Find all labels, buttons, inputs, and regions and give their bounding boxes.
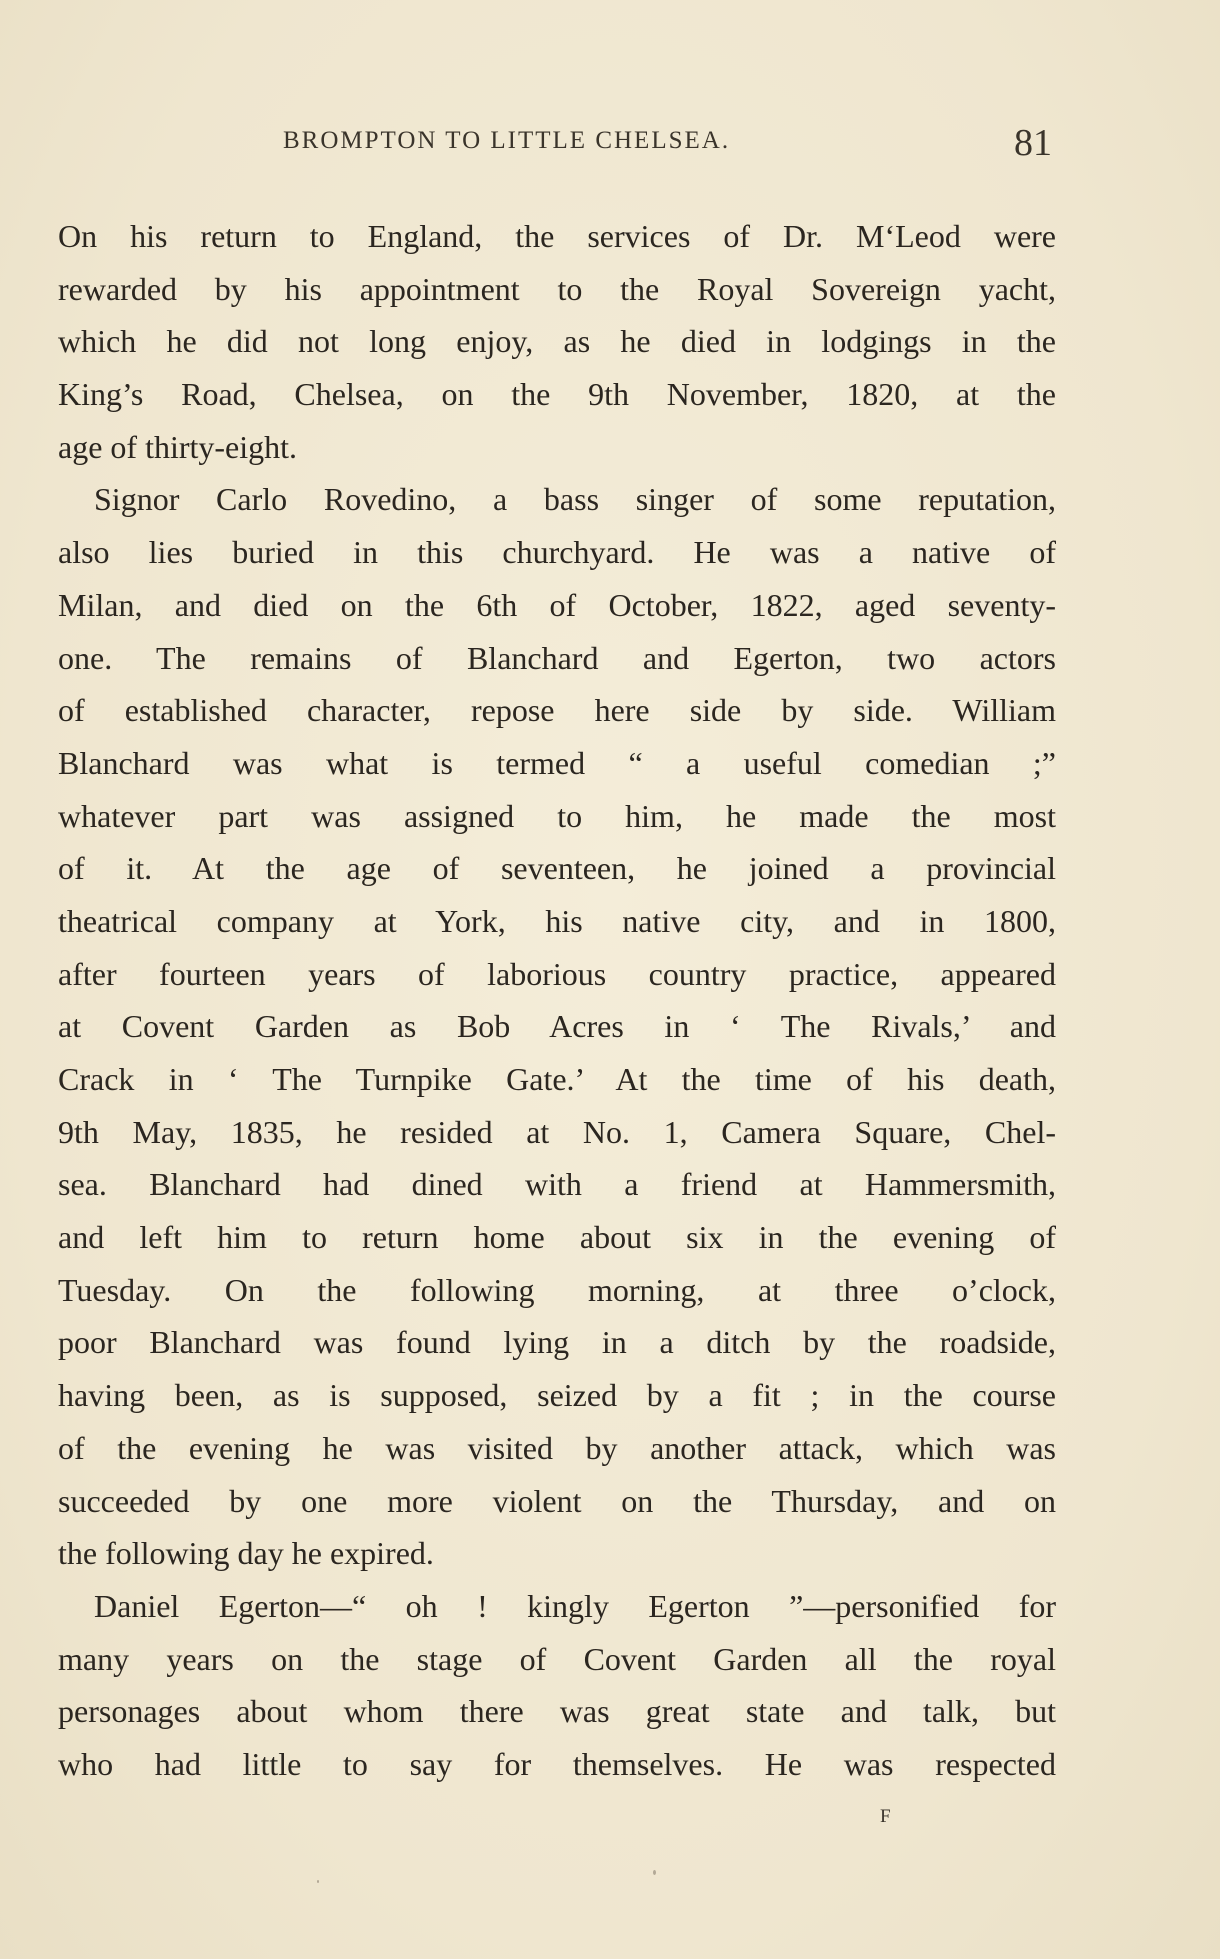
text-line: after fourteen years of laborious country practice, appeared: [58, 955, 1056, 992]
text-line: King’s Road, Chelsea, on the 9th November, 1820, at the: [58, 376, 1056, 413]
text-line: also lies buried in this churchyard. He was a native of: [58, 534, 1056, 571]
text-line: many years on the stage of Covent Garden all the royal: [58, 1640, 1056, 1677]
paper-speck: [317, 1880, 319, 1883]
text-line: succeeded by one more violent on the Thursday, and on: [58, 1482, 1056, 1519]
text-line: Crack in ‘ The Turnpike Gate.’ At the time of his death,: [58, 1061, 1056, 1097]
text-line: who had little to say for themselves. He was respected: [58, 1745, 1056, 1782]
text-line: Signor Carlo Rovedino, a bass singer of some reputation,: [94, 481, 1056, 518]
text-line: age of thirty-eight.: [58, 428, 298, 465]
text-line: having been, as is supposed, seized by a fit ; in the course: [58, 1377, 1056, 1414]
text-line: poor Blanchard was found lying in a ditch by the roadside,: [58, 1324, 1056, 1361]
text-line: Tuesday. On the following morning, at three o’clock,: [58, 1271, 1056, 1308]
text-line: rewarded by his appointment to the Royal Sovereign yacht,: [58, 270, 1056, 307]
text-line: 9th May, 1835, he resided at No. 1, Camera Square, Chel-: [58, 1113, 1056, 1150]
running-head-title: BROMPTON TO LITTLE CHELSEA.: [283, 127, 731, 154]
body-text: [58, 210, 1056, 1791]
text-line: Blanchard was what is termed “ a useful comedian ;”: [58, 744, 1056, 781]
text-line: the following day he expired.: [58, 1535, 434, 1572]
text-line: Daniel Egerton—“ oh ! kingly Egerton ”—personified for: [94, 1587, 1056, 1624]
text-line: at Covent Garden as Bob Acres in ‘ The Rivals,’ and: [58, 1008, 1056, 1045]
text-line: On his return to England, the services of Dr. M‘Leod were: [58, 218, 1056, 254]
text-line: sea. Blanchard had dined with a friend at Hammersmith,: [58, 1166, 1056, 1203]
text-line: Milan, and died on the 6th of October, 1822, aged seventy-: [58, 586, 1056, 623]
text-line: which he did not long enjoy, as he died in lodgings in the: [58, 323, 1056, 360]
text-line: one. The remains of Blanchard and Egerton, two actors: [58, 639, 1056, 676]
text-line: of established character, repose here side by side. William: [58, 692, 1056, 729]
signature-mark: F: [880, 1806, 891, 1827]
text-line: personages about whom there was great state and talk, but: [58, 1693, 1056, 1730]
text-line: and left him to return home about six in the evening of: [58, 1219, 1056, 1256]
text-line: whatever part was assigned to him, he made the most: [58, 797, 1056, 834]
paper-speck: [653, 1870, 656, 1875]
page-number: 81: [1014, 122, 1052, 164]
text-line: of it. At the age of seventeen, he joined a provincial: [58, 850, 1056, 887]
running-head: [58, 122, 1056, 165]
text-line: theatrical company at York, his native city, and in 1800,: [58, 902, 1056, 939]
text-line: of the evening he was visited by another attack, which was: [58, 1429, 1056, 1466]
